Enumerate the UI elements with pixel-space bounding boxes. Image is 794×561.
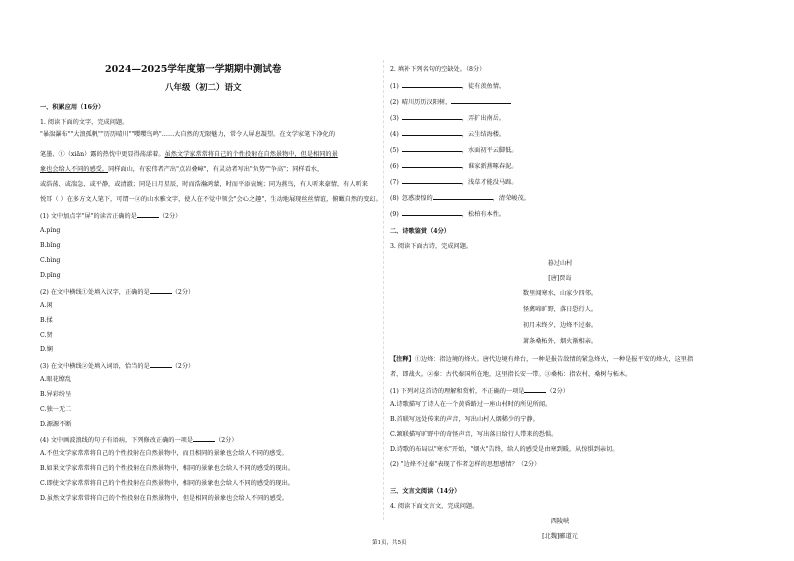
answer-blank[interactable] [402, 209, 462, 216]
q1-4-score: （2分） [215, 437, 238, 444]
q1-1-option-b[interactable]: B.bǐng [40, 242, 61, 249]
q1-4-option-c[interactable]: C.即使文学家常常将自己的个性投射在自然景物中，相同的景象也会给人不同的感受的现出。 [40, 480, 294, 487]
q1-4-stem-text: (4) 文中画波浪线的句子有语病，下列修改正确的一项是 [40, 437, 194, 444]
q1-2-score: （2分） [171, 289, 195, 296]
q2-item-num: (8) [390, 195, 399, 202]
q1-2-option-b[interactable]: B.揉 [40, 317, 53, 324]
poem-line-2: 怪禽啼旷野，落日恐行人。 [522, 306, 598, 313]
q2-item-8 [390, 193, 530, 203]
q2-item-1 [390, 81, 505, 91]
q3-1-option-c[interactable]: C.颔联描写旷野中的奇怪声音，写出落日给行人带来的恐惧。 [390, 431, 558, 438]
q2-item-text: 忽惑凄惶的 [401, 195, 433, 202]
answer-blank[interactable] [193, 435, 215, 442]
passage-line-5: 悦耳（ ）在多方文人笔下，可谓一②的山水雅文字，使人在不觉中领会"会心之趣"，生动地展现丝丝情谊，俯瞰自然的变幻。 [40, 196, 382, 203]
answer-blank[interactable] [150, 287, 172, 294]
answer-blank[interactable] [402, 161, 462, 168]
q1-3-stem [40, 361, 194, 371]
exam-title: 2024—2025学年度第一学期期中测试卷 [105, 64, 282, 75]
q1-4-option-a[interactable]: A.不但文学家常常将自己的个性投射在自然景物中，而且相同的景象也会给人不同的感受。 [40, 450, 288, 457]
passage-line-2 [40, 151, 338, 159]
answer-blank[interactable] [524, 386, 546, 393]
q3-1-stem-text: (1) 下列对这首诗的理解和赏析，不正确的一项是 [390, 388, 525, 395]
q1-2-stem [40, 287, 194, 297]
q1-2-option-d[interactable]: D.娴 [40, 346, 53, 353]
q2-item-4 [390, 129, 505, 139]
q2-item-num: (7) [390, 179, 399, 186]
q1-4-option-d[interactable]: D.虽然文学家常常将自己的个性投射在自然景物中，但是相同的景象也会给人不同的感受。 [40, 495, 289, 502]
poem-author: [唐]贾岛 [548, 275, 572, 282]
q1-3-option-d[interactable]: D.源源不断 [40, 421, 72, 428]
section-2-header: 二、诗歌鉴赏（4分） [390, 228, 450, 235]
q1-1-option-d[interactable]: D.pīng [40, 272, 61, 279]
q2-item-text: 晴川历历汉阳树， [401, 99, 452, 106]
q2-item-9 [390, 209, 505, 219]
q2-item-tail: ，清荣峻茂。 [492, 195, 530, 202]
q2-item-num: (6) [390, 163, 399, 170]
q2-item-3 [390, 113, 505, 123]
answer-blank[interactable] [433, 193, 493, 200]
answer-blank[interactable] [150, 361, 172, 368]
q2-item-text: ，云生结海楼。 [461, 131, 506, 138]
q1-2-stem-text: (2) 在文中横线①处填入汉字，正确的是 [40, 289, 150, 296]
q3-2-stem: (2) "边烽不过秦"表现了作者怎样的思想感情？（2分） [390, 461, 541, 468]
q2-item-text: ，水面初平云脚低。 [461, 147, 518, 154]
exam-subtitle: 八年级（初二）语文 [165, 83, 242, 93]
q2-item-text: ，谁家新燕啄春泥。 [461, 163, 518, 170]
answer-blank[interactable] [137, 211, 159, 218]
q2-item-text: ，弄扩出南岳。 [461, 115, 506, 122]
q3-1-option-d[interactable]: D.诗歌的布局以"寒水"开始，"烟火"告终，给人的感受是由寒到暖，从惊惧到亲切。 [390, 446, 619, 453]
essay-title: 西陵峡 [550, 518, 570, 525]
answer-blank[interactable] [402, 129, 462, 136]
q3-1-option-b[interactable]: B.首联写远处传来的声音，写出山村人烟稀少的宁静。 [390, 416, 539, 423]
q1-1-stem-text: (1) 文中加点字"屏"的读音正确的是 [40, 213, 137, 220]
q4-prompt: 4. 阅读下面文言文，完成问题。 [390, 503, 479, 510]
answer-blank[interactable] [402, 113, 462, 120]
q2-item-num: (2) [390, 99, 399, 106]
q1-prompt: 1. 阅读下面的文字，完成问题。 [40, 119, 129, 126]
answer-blank[interactable] [402, 145, 462, 152]
q2-item-2 [390, 97, 511, 107]
q3-1-option-a[interactable]: A.诗歌描写了诗人在一个黄昏路过一座山村时的所见所闻。 [390, 401, 552, 408]
passage-line-1: "暴湍瀑布""大浪孤帆""历历晴川""嘤嘤鸟鸣"……大自然的无限魅力，常令人屏息凝望。在文学家笔下净化的 [40, 131, 336, 138]
q3-1-stem [390, 386, 569, 396]
note-text-1: ①边烽：指边境的烽火。唐代边境有烽台，一种是报告敌情的紧急烽火，一种是报平安的烽火，这里指 [414, 356, 694, 363]
q2-item-6 [390, 161, 517, 171]
section-1-header: 一、积累应用（16分） [40, 104, 105, 111]
q1-1-stem [40, 211, 181, 221]
q1-2-option-c[interactable]: C.贤 [40, 332, 53, 339]
poem-line-1: 数里闻寒水，山家少四邻。 [522, 290, 598, 297]
q2-item-num: (3) [390, 115, 399, 122]
poem-line-3: 初月未终夕，边烽不过秦。 [522, 322, 598, 329]
poem-note-line-2: 者，即战火。②秦：古代秦国所在地，这里指长安一带。③桑柘：指农村，桑树与柘木。 [390, 371, 632, 378]
q2-header: 2. 填补下列名句的空缺处。（8分） [390, 66, 486, 73]
q1-3-option-c[interactable]: C.独一无二 [40, 406, 72, 413]
q1-3-stem-text: (3) 在文中横线②处填入词语，恰当的是 [40, 363, 150, 370]
q1-1-score: （2分） [158, 213, 182, 220]
wavy-sentence-part-1: 虽然文学家常常将自己的个性投射在自然景物中，但是相同的景 [164, 151, 338, 158]
passage-line-3 [40, 166, 323, 174]
passage-line-2a: 笔墨、①（xiān）露的热忱中更显得荡漾着。 [40, 151, 165, 158]
poem-line-4: 萧条桑柘外，烟火渐相亲。 [522, 338, 598, 345]
q2-item-5 [390, 145, 517, 155]
q1-2-option-a[interactable]: A.闲 [40, 302, 53, 309]
q1-4-option-b[interactable]: B.如果文学家常常将自己的个性投射在自然景物中，相同的景象也会给人不同的感受的现出。 [40, 465, 295, 472]
answer-blank[interactable] [402, 177, 462, 184]
q1-1-option-a[interactable]: A.píng [40, 227, 61, 234]
poem-title: 暮过山村 [547, 260, 573, 267]
page-footer: 第1页，共5页 [372, 540, 407, 546]
q2-item-text: ，浅草才能没马蹄。 [461, 179, 518, 186]
answer-blank[interactable] [402, 81, 462, 88]
note-label: 【注释】 [390, 356, 415, 363]
q3-1-score: （2分） [546, 388, 569, 395]
q1-4-stem [40, 435, 238, 445]
q2-item-text: ，徒有羡鱼情。 [461, 83, 506, 90]
q2-item-num: (4) [390, 131, 399, 138]
q1-3-option-a[interactable]: A.眼花缭乱 [40, 376, 72, 383]
q2-item-text: ，松柏有本性。 [461, 211, 506, 218]
q1-3-option-b[interactable]: B.异彩纷呈 [40, 391, 72, 398]
wavy-sentence-part-2: 象也会给人不同的感受。 [40, 166, 109, 173]
q2-item-num: (1) [390, 83, 399, 90]
q2-item-7 [390, 177, 517, 187]
passage-line-3b: 同样面山，有宏伟者产出"点岩叠嶂"，有灵动者写出"负势""争高"；同样看水， [108, 166, 324, 173]
poem-note-line-1 [390, 356, 693, 364]
essay-author: [北魏]郦道元 [542, 533, 578, 540]
q1-3-score: （2分） [171, 363, 195, 370]
answer-blank[interactable] [451, 97, 511, 104]
q3-prompt: 3. 阅读下面古诗，完成问题。 [390, 243, 473, 250]
column-divider [383, 60, 384, 520]
q2-item-num: (5) [390, 147, 399, 154]
q1-1-option-c[interactable]: C.bìng [40, 257, 61, 264]
section-3-header: 三、文言文阅读（14分） [390, 488, 461, 495]
q2-item-num: (9) [390, 211, 399, 218]
passage-line-4: 或浩荡、或湍急、或平静，或清澈；同是日月星辰，时而浩瀚鸿蒙，时而平添哀婉；同为燕鸟，有人听来豪情，有人听来 [40, 181, 368, 188]
